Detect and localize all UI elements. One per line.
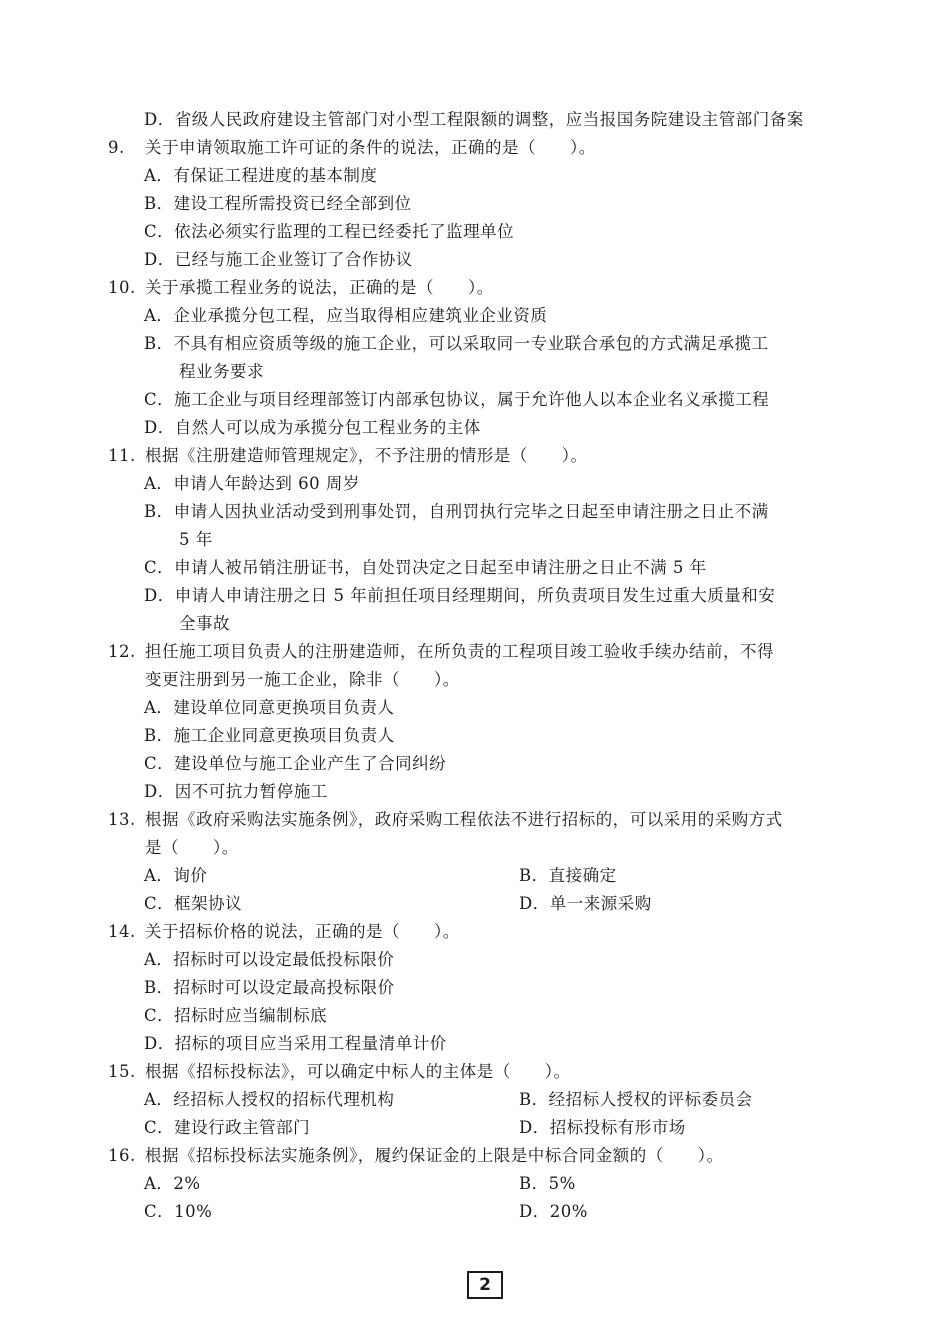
answer-option: C．申请人被吊销注册证书，自处罚决定之日起至申请注册之日止不满 5 年 [144, 558, 707, 577]
answer-option: D．因不可抗力暂停施工 [144, 782, 328, 801]
answer-option: C．招标时应当编制标底 [144, 1006, 328, 1025]
answer-option: D．申请人申请注册之日 5 年前担任项目经理期间，所负责项目发生过重大质量和安 [144, 586, 776, 605]
question-stem [108, 442, 868, 470]
question-stem [108, 638, 868, 666]
answer-option: C．施工企业与项目经理部签订内部承包协议，属于允许他人以本企业名义承揽工程 [144, 390, 770, 409]
answer-option-row [108, 1198, 868, 1226]
question-text-continued: 变更注册到另一施工企业，除非（ ）。 [145, 670, 460, 689]
answer-option: A．企业承揽分包工程，应当取得相应建筑业企业资质 [144, 306, 548, 325]
answer-option: B．招标时可以设定最高投标限价 [144, 978, 395, 997]
question-list [108, 106, 868, 1226]
answer-option: B．施工企业同意更换项目负责人 [144, 726, 395, 745]
answer-option: B．直接确定 [519, 866, 617, 885]
answer-option: D．单一来源采购 [519, 894, 652, 913]
question-stem [108, 134, 868, 162]
answer-option: D．已经与施工企业签订了合作协议 [144, 250, 413, 269]
answer-option: B．5% [519, 1174, 576, 1193]
answer-option: D．招标的项目应当采用工程量清单计价 [144, 1034, 447, 1053]
question-stem [108, 806, 868, 834]
question-text: 根据《招标投标法》，可以确定中标人的主体是（ ）。 [145, 1062, 571, 1081]
answer-option: A．有保证工程进度的基本制度 [144, 166, 378, 185]
answer-option: C．建设行政主管部门 [144, 1118, 311, 1137]
question-number: 16. [108, 1146, 136, 1165]
answer-option: B．建设工程所需投资已经全部到位 [144, 194, 412, 213]
question-text: 根据《注册建造师管理规定》，不予注册的情形是（ ）。 [145, 446, 588, 465]
answer-option: A．招标时可以设定最低投标限价 [144, 950, 395, 969]
question-stem [108, 918, 868, 946]
question-stem [108, 274, 868, 302]
question-number: 14. [108, 922, 136, 941]
answer-option: C．10% [144, 1202, 213, 1221]
question-text: 根据《招标投标法实施条例》，履约保证金的上限是中标合同金额的（ ）。 [145, 1146, 724, 1165]
answer-option: D．自然人可以成为承揽分包工程业务的主体 [144, 418, 481, 437]
answer-option: A．申请人年龄达到 60 周岁 [144, 474, 360, 493]
answer-option-continued: 程业务要求 [179, 362, 264, 381]
question-number: 13. [108, 810, 136, 829]
answer-option: C．建设单位与施工企业产生了合同纠纷 [144, 754, 447, 773]
answer-option-row [108, 890, 868, 918]
answer-option-continued: 全事故 [179, 614, 230, 633]
question-text: 根据《政府采购法实施条例》，政府采购工程依法不进行招标的，可以采用的采购方式 [145, 810, 783, 829]
answer-option: D．招标投标有形市场 [519, 1118, 686, 1137]
answer-option-row [108, 1114, 868, 1142]
question-number: 12. [108, 642, 136, 661]
question-number: 9. [108, 138, 125, 157]
question-number: 10. [108, 278, 136, 297]
question-text: 担任施工项目负责人的注册建造师，在所负责的工程项目竣工验收手续办结前，不得 [145, 642, 774, 661]
answer-option: B．经招标人授权的评标委员会 [519, 1090, 753, 1109]
question-text: 关于承揽工程业务的说法，正确的是（ ）。 [145, 278, 494, 297]
answer-option-row [108, 1170, 868, 1198]
answer-option: C．依法必须实行监理的工程已经委托了监理单位 [144, 222, 515, 241]
question-text: 关于申请领取施工许可证的条件的说法，正确的是（ ）。 [145, 138, 596, 157]
answer-option: A．经招标人授权的招标代理机构 [144, 1090, 395, 1109]
answer-option: D．省级人民政府建设主管部门对小型工程限额的调整，应当报国务院建设主管部门备案 [144, 110, 804, 129]
question-text-continued: 是（ ）。 [145, 838, 239, 857]
answer-option-row [108, 862, 868, 890]
answer-option: C．框架协议 [144, 894, 243, 913]
answer-option: B．申请人因执业活动受到刑事处罚，自刑罚执行完毕之日起至申请注册之日止不满 [144, 502, 769, 521]
answer-option: A．2% [144, 1174, 201, 1193]
question-number: 11. [108, 446, 136, 465]
question-number: 15. [108, 1062, 136, 1081]
answer-option: D．20% [519, 1202, 588, 1221]
answer-option: B．不具有相应资质等级的施工企业，可以采取同一专业联合承包的方式满足承揽工 [144, 334, 769, 353]
question-stem [108, 1058, 868, 1086]
question-stem [108, 1142, 868, 1170]
answer-option: A．建设单位同意更换项目负责人 [144, 698, 395, 717]
answer-option: A．询价 [144, 866, 208, 885]
page-number: 2 [467, 1271, 503, 1299]
answer-option-continued: 5 年 [179, 530, 213, 549]
question-text: 关于招标价格的说法，正确的是（ ）。 [145, 922, 460, 941]
answer-option-row [108, 1086, 868, 1114]
